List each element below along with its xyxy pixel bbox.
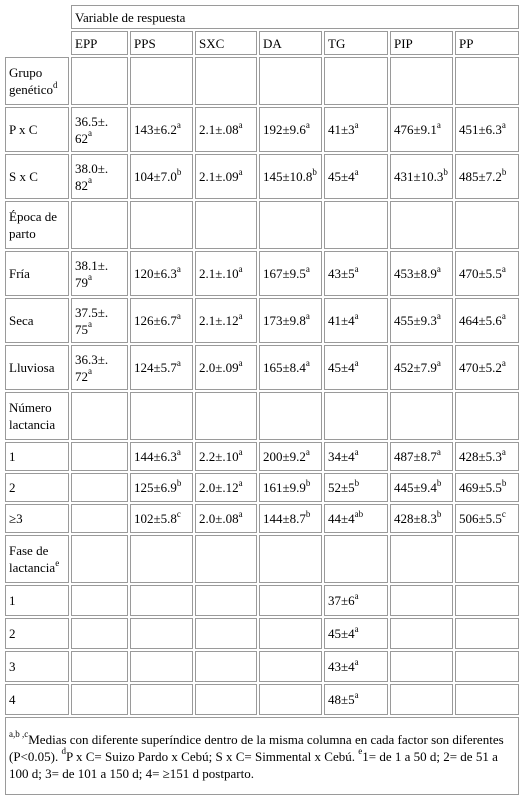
table-cell — [259, 535, 322, 583]
table-cell — [455, 473, 519, 502]
cell-superscript: a — [354, 357, 359, 368]
table-cell — [259, 298, 322, 343]
table-cell — [71, 298, 128, 343]
table-cell — [390, 618, 453, 649]
cell-value: 485±7.2 — [459, 169, 502, 184]
cell-value: 43±4 — [328, 659, 355, 674]
section-label — [5, 201, 69, 249]
row-label — [5, 473, 69, 502]
cell-value: 36.3±. 72 — [75, 351, 109, 384]
cell-superscript: c — [176, 508, 181, 519]
cell-value: 476±9.1 — [394, 122, 437, 137]
results-table — [3, 3, 520, 797]
cell-value: 104±7.0 — [134, 169, 177, 184]
table-cell — [390, 57, 453, 105]
table-cell — [455, 107, 519, 152]
table-row — [5, 618, 519, 649]
table-cell — [71, 345, 128, 390]
table-cell — [195, 392, 257, 440]
table-cell — [455, 298, 519, 343]
row-label-text: 1 — [9, 593, 16, 608]
row-label — [5, 585, 69, 616]
cell-superscript: a — [436, 119, 441, 130]
table-cell — [324, 154, 388, 199]
table-cell — [71, 107, 128, 152]
cell-superscript: a — [88, 319, 92, 330]
table-cell — [195, 585, 257, 616]
column-header: TG — [324, 31, 388, 55]
table-cell — [195, 473, 257, 502]
table-cell — [390, 298, 453, 343]
cell-superscript: a — [176, 263, 181, 274]
cell-value: 455±9.3 — [394, 313, 437, 328]
cell-superscript: b — [436, 477, 442, 488]
header-row-columns — [5, 31, 519, 55]
cell-superscript: a — [238, 446, 243, 457]
cell-value: 125±6.9 — [134, 480, 177, 495]
cell-superscript: a — [176, 446, 181, 457]
cell-value: 48±5 — [328, 692, 355, 707]
table-cell — [71, 651, 128, 682]
table-row — [5, 298, 519, 343]
table-cell — [324, 345, 388, 390]
row-label — [5, 651, 69, 682]
table-cell — [130, 651, 193, 682]
table-cell — [259, 684, 322, 715]
table-cell — [390, 504, 453, 533]
table-cell — [130, 345, 193, 390]
table-cell — [324, 57, 388, 105]
table-cell — [390, 535, 453, 583]
table-cell — [195, 107, 257, 152]
cell-superscript: a — [501, 263, 506, 274]
table-cell — [130, 298, 193, 343]
cell-value: 192±9.6 — [263, 122, 306, 137]
cell-superscript: a — [176, 310, 181, 321]
table-cell — [324, 504, 388, 533]
table-cell — [71, 392, 128, 440]
cell-value: 120±6.3 — [134, 266, 177, 281]
cell-superscript: b — [501, 477, 507, 488]
table-cell — [71, 251, 128, 296]
row-label-text: ≥3 — [9, 511, 23, 526]
cell-value: 506±5.5 — [459, 511, 502, 526]
cell-value: 200±9.2 — [263, 449, 306, 464]
cell-superscript: a — [305, 119, 310, 130]
cell-superscript: a — [88, 366, 92, 377]
row-label-text: 3 — [9, 659, 16, 674]
table-cell — [390, 345, 453, 390]
cell-superscript: b — [312, 166, 317, 177]
row-label-text: S x C — [9, 169, 38, 184]
cell-value: 38.0±. 82 — [75, 160, 109, 193]
table-cell — [324, 107, 388, 152]
table-row — [5, 107, 519, 152]
section-row — [5, 201, 519, 249]
row-label-text: Grupo genético — [9, 65, 54, 97]
table-cell — [390, 442, 453, 471]
table-cell — [130, 57, 193, 105]
row-label-text: Seca — [9, 313, 34, 328]
table-cell — [324, 618, 388, 649]
table-cell — [71, 473, 128, 502]
row-label — [5, 154, 69, 199]
table-cell — [130, 618, 193, 649]
cell-superscript: a — [501, 357, 506, 368]
column-header: DA — [259, 31, 322, 55]
row-label-text: 4 — [9, 692, 16, 707]
table-cell — [130, 442, 193, 471]
table-row — [5, 154, 519, 199]
cell-superscript: a — [88, 175, 92, 186]
table-cell — [71, 504, 128, 533]
header-corner-2 — [5, 31, 69, 55]
table-row — [5, 504, 519, 533]
table-cell — [390, 201, 453, 249]
cell-value: 464±5.6 — [459, 313, 502, 328]
cell-superscript: a — [436, 446, 441, 457]
table-cell — [71, 57, 128, 105]
section-label — [5, 57, 69, 105]
table-cell — [390, 473, 453, 502]
cell-value: 428±5.3 — [459, 449, 502, 464]
table-cell — [455, 684, 519, 715]
row-label-text: 2 — [9, 480, 16, 495]
cell-superscript: b — [305, 477, 311, 488]
table-cell — [455, 618, 519, 649]
cell-value: 44±4 — [328, 511, 355, 526]
table-cell — [390, 651, 453, 682]
cell-value: 145±10.8 — [263, 169, 313, 184]
table-cell — [195, 535, 257, 583]
cell-value: 41±3 — [328, 122, 355, 137]
cell-superscript: b — [305, 508, 311, 519]
section-row — [5, 57, 519, 105]
cell-superscript: b — [436, 508, 442, 519]
table-cell — [455, 585, 519, 616]
cell-value: 469±5.5 — [459, 480, 502, 495]
table-cell — [71, 201, 128, 249]
table-cell — [130, 504, 193, 533]
table-cell — [324, 442, 388, 471]
cell-superscript: b — [176, 166, 182, 177]
cell-superscript: a — [354, 119, 359, 130]
cell-value: 2.1±.09 — [199, 169, 239, 184]
table-cell — [195, 154, 257, 199]
row-label — [5, 504, 69, 533]
table-cell — [130, 251, 193, 296]
table-cell — [324, 684, 388, 715]
table-row — [5, 684, 519, 715]
row-label — [5, 251, 69, 296]
cell-value: 445±9.4 — [394, 480, 437, 495]
row-label-text: 2 — [9, 626, 16, 641]
table-cell — [324, 535, 388, 583]
table-cell — [455, 154, 519, 199]
cell-superscript: a — [354, 310, 359, 321]
table-cell — [390, 251, 453, 296]
table-cell — [390, 392, 453, 440]
cell-superscript: a — [501, 119, 506, 130]
cell-value: 143±6.2 — [134, 122, 177, 137]
cell-value: 470±5.5 — [459, 266, 502, 281]
footnote-sup-abc: a,b ,c — [9, 729, 29, 740]
header-corner — [5, 5, 69, 29]
table-cell — [130, 535, 193, 583]
cell-superscript: b — [176, 477, 182, 488]
footnote — [5, 717, 519, 795]
row-label-text: Fase de lactancia — [9, 543, 56, 575]
table-cell — [130, 473, 193, 502]
table-cell — [455, 442, 519, 471]
table-cell — [259, 585, 322, 616]
table-cell — [71, 618, 128, 649]
cell-superscript: a — [354, 689, 359, 700]
table-row — [5, 345, 519, 390]
cell-value: 167±9.5 — [263, 266, 306, 281]
column-header: PIP — [390, 31, 453, 55]
cell-value: 470±5.2 — [459, 360, 502, 375]
table-cell — [130, 154, 193, 199]
cell-superscript: a — [501, 310, 506, 321]
table-cell — [130, 684, 193, 715]
cell-value: 37±6 — [328, 593, 355, 608]
row-label-text: P x C — [9, 122, 38, 137]
column-header: SXC — [195, 31, 257, 55]
section-row — [5, 392, 519, 440]
table-cell — [195, 618, 257, 649]
section-label — [5, 392, 69, 440]
header-row-group — [5, 5, 519, 29]
cell-value: 144±6.3 — [134, 449, 177, 464]
cell-value: 487±8.7 — [394, 449, 437, 464]
cell-superscript: a — [354, 656, 359, 667]
table-cell — [71, 535, 128, 583]
cell-value: 2.1±.10 — [199, 266, 239, 281]
table-cell — [259, 442, 322, 471]
cell-superscript: a — [238, 263, 243, 274]
cell-superscript: a — [238, 166, 243, 177]
table-cell — [195, 201, 257, 249]
cell-value: 2.2±.10 — [199, 449, 239, 464]
cell-superscript: a — [354, 263, 359, 274]
cell-value: 52±5 — [328, 480, 355, 495]
table-cell — [130, 392, 193, 440]
table-cell — [324, 473, 388, 502]
table-cell — [390, 585, 453, 616]
cell-value: 45±4 — [328, 169, 355, 184]
footnote-sup-e: e — [358, 746, 363, 757]
table-cell — [390, 107, 453, 152]
cell-superscript: a — [305, 357, 310, 368]
table-cell — [71, 684, 128, 715]
row-label — [5, 107, 69, 152]
table-cell — [130, 107, 193, 152]
table-cell — [130, 585, 193, 616]
cell-superscript: a — [305, 263, 310, 274]
cell-value: 126±6.7 — [134, 313, 177, 328]
table-cell — [455, 57, 519, 105]
cell-value: 2.0±.08 — [199, 511, 239, 526]
row-label-text: Época de parto — [9, 209, 58, 241]
cell-value: 431±10.3 — [394, 169, 444, 184]
table-cell — [259, 473, 322, 502]
row-label-text: Fría — [9, 266, 30, 281]
footnote-text-3: 1= de 1 a 50 d; 2= de 51 a 100 d; 3= de 101 a 150 d; 4= ≥151 d postparto. — [9, 748, 498, 781]
table-cell — [195, 345, 257, 390]
cell-superscript: a — [176, 357, 181, 368]
footnote-text-2: P x C= Suizo Pardo x Cebú; S x C= Simmental x Cebú. — [65, 748, 359, 764]
cell-superscript: b — [501, 166, 507, 177]
cell-superscript: b — [443, 166, 448, 177]
cell-value: 36.5±. 62 — [75, 113, 109, 146]
cell-superscript: a — [501, 446, 506, 457]
header-span-title: Variable de respuesta — [71, 5, 519, 29]
cell-superscript: a — [238, 310, 243, 321]
cell-superscript: a — [436, 310, 441, 321]
cell-value: 173±9.8 — [263, 313, 306, 328]
table-cell — [324, 585, 388, 616]
footnote-text-1: Medias con diferente superíndice dentro de la misma columna en cada factor son diferentes (P<0.05). — [9, 731, 504, 764]
cell-value: 2.0±.09 — [199, 360, 239, 375]
cell-superscript: a — [354, 166, 359, 177]
table-cell — [324, 392, 388, 440]
cell-value: 43±5 — [328, 266, 355, 281]
cell-value: 452±7.9 — [394, 360, 437, 375]
row-label — [5, 298, 69, 343]
table-cell — [195, 504, 257, 533]
cell-value: 38.1±. 79 — [75, 257, 109, 290]
cell-superscript: a — [88, 272, 92, 283]
table-cell — [455, 504, 519, 533]
row-label-text: Número lactancia — [9, 400, 56, 432]
row-label — [5, 345, 69, 390]
cell-superscript: a — [176, 119, 181, 130]
table-cell — [195, 442, 257, 471]
cell-value: 2.0±.12 — [199, 480, 239, 495]
cell-superscript: a — [354, 590, 359, 601]
table-cell — [195, 251, 257, 296]
column-header: PPS — [130, 31, 193, 55]
table-cell — [324, 651, 388, 682]
table-cell — [195, 651, 257, 682]
cell-value: 161±9.9 — [263, 480, 306, 495]
table-cell — [259, 251, 322, 296]
cell-superscript: a — [238, 508, 243, 519]
table-cell — [324, 251, 388, 296]
table-cell — [455, 201, 519, 249]
row-label-text: Lluviosa — [9, 360, 55, 375]
cell-value: 453±8.9 — [394, 266, 437, 281]
table-cell — [455, 392, 519, 440]
cell-superscript: a — [436, 357, 441, 368]
cell-superscript: a — [436, 263, 441, 274]
cell-superscript: a — [238, 357, 243, 368]
table-row — [5, 442, 519, 471]
table-cell — [195, 684, 257, 715]
table-cell — [455, 651, 519, 682]
section-label — [5, 535, 69, 583]
cell-value: 102±5.8 — [134, 511, 177, 526]
footnote-sup-d: d — [61, 746, 66, 757]
table-cell — [259, 345, 322, 390]
table-row — [5, 651, 519, 682]
cell-superscript: b — [354, 477, 360, 488]
table-cell — [324, 201, 388, 249]
cell-value: 144±8.7 — [263, 511, 306, 526]
cell-value: 45±4 — [328, 626, 355, 641]
cell-superscript: a — [354, 446, 359, 457]
cell-value: 2.1±.12 — [199, 313, 239, 328]
table-cell — [130, 201, 193, 249]
table-row — [5, 251, 519, 296]
cell-value: 165±8.4 — [263, 360, 306, 375]
table-cell — [195, 298, 257, 343]
row-label-text: 1 — [9, 449, 16, 464]
table-cell — [455, 345, 519, 390]
row-label-sup: e — [55, 557, 60, 568]
table-cell — [195, 57, 257, 105]
section-row — [5, 535, 519, 583]
cell-superscript: a — [88, 128, 92, 139]
table-cell — [455, 251, 519, 296]
cell-value: 37.5±. 75 — [75, 304, 109, 337]
table-cell — [324, 298, 388, 343]
row-label — [5, 442, 69, 471]
table-row — [5, 473, 519, 502]
cell-value: 2.1±.08 — [199, 122, 239, 137]
cell-value: 428±8.3 — [394, 511, 437, 526]
table-cell — [259, 618, 322, 649]
cell-value: 41±4 — [328, 313, 355, 328]
table-cell — [259, 154, 322, 199]
cell-superscript: c — [501, 508, 506, 519]
table-cell — [71, 442, 128, 471]
cell-superscript: a — [305, 310, 310, 321]
cell-superscript: ab — [354, 508, 364, 519]
cell-superscript: a — [354, 623, 359, 634]
table-cell — [390, 154, 453, 199]
table-cell — [259, 651, 322, 682]
column-header: PP — [455, 31, 519, 55]
table-cell — [455, 535, 519, 583]
table-cell — [71, 585, 128, 616]
cell-superscript: a — [238, 477, 243, 488]
table-row — [5, 585, 519, 616]
table-cell — [259, 201, 322, 249]
footnote-row — [5, 717, 519, 795]
cell-superscript: a — [305, 446, 310, 457]
row-label — [5, 684, 69, 715]
table-cell — [71, 154, 128, 199]
cell-value: 34±4 — [328, 449, 355, 464]
table-cell — [390, 684, 453, 715]
cell-value: 124±5.7 — [134, 360, 177, 375]
table-cell — [259, 107, 322, 152]
row-label-sup: d — [53, 79, 58, 90]
cell-superscript: a — [238, 119, 243, 130]
cell-value: 451±6.3 — [459, 122, 502, 137]
cell-value: 45±4 — [328, 360, 355, 375]
table-cell — [259, 504, 322, 533]
row-label — [5, 618, 69, 649]
column-header: EPP — [71, 31, 128, 55]
table-cell — [259, 392, 322, 440]
table-cell — [259, 57, 322, 105]
